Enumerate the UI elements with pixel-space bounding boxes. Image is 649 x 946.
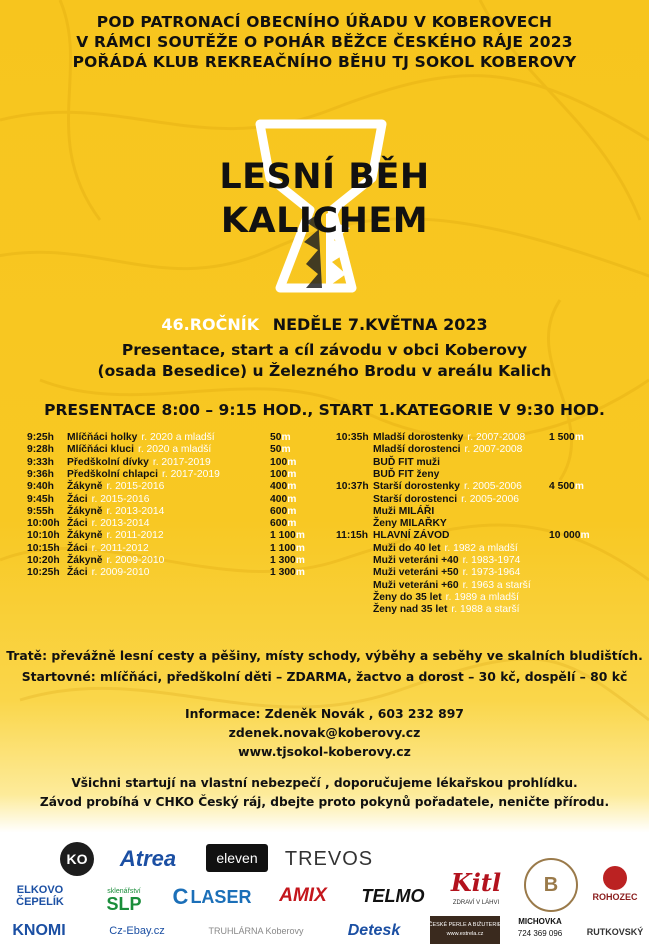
notice-block <box>0 774 649 812</box>
schedule-row <box>27 432 327 444</box>
race-distance-cell <box>270 469 296 481</box>
race-category: Muži veteráni +50 <box>373 567 459 579</box>
race-birth-years: r. 2007-2008 <box>464 444 523 456</box>
race-distance: 50 <box>270 444 282 456</box>
race-distance-cell <box>549 481 584 493</box>
race-time: 10:37h <box>336 481 369 493</box>
schedule-row <box>336 506 636 518</box>
race-time: 9:45h <box>27 493 54 505</box>
sponsor-eleven-logo: eleven <box>206 844 268 872</box>
race-distance-cell <box>270 432 291 444</box>
race-category: Starší dorostenky <box>373 481 460 493</box>
race-category-cell <box>373 506 438 518</box>
race-birth-years: r. 2020 a mladší <box>137 444 212 456</box>
race-distance-cell <box>270 457 296 469</box>
race-distance-unit: m <box>281 444 291 456</box>
race-distance-cell <box>270 530 305 542</box>
race-category: Mlíčňáci kluci <box>67 444 134 456</box>
race-distance-unit: m <box>295 567 305 579</box>
race-birth-years: r. 2017-2019 <box>152 456 211 468</box>
race-time: 9:25h <box>27 432 54 443</box>
race-distance-cell <box>549 432 584 444</box>
race-distance-cell <box>270 567 305 579</box>
rohozec-crest-icon <box>603 866 627 890</box>
race-birth-years: r. 2011-2012 <box>91 542 149 554</box>
race-distance: 10 000 <box>549 530 581 542</box>
race-distance-unit: m <box>287 505 297 517</box>
sponsor-laser-logo <box>172 884 252 910</box>
race-category-cell <box>67 432 215 444</box>
race-birth-years: r. 1982 a mladší <box>444 542 518 554</box>
race-distance: 1 300 <box>270 555 296 566</box>
venue-text <box>0 340 649 382</box>
race-category: Mlíčňáci holky <box>67 432 138 443</box>
schedule-row <box>336 518 636 530</box>
brewery-seal-icon: B <box>524 858 578 912</box>
race-category-cell <box>67 481 164 493</box>
race-distance: 400 <box>270 493 288 505</box>
schedule-row <box>336 592 636 604</box>
race-time: 9:36h <box>27 468 54 480</box>
race-distance: 1 300 <box>270 567 296 579</box>
race-birth-years: r. 2009-2010 <box>106 555 165 566</box>
race-category: Muži MILÁŘI <box>373 505 435 517</box>
edition-label: 46.ROČNÍK <box>161 315 260 334</box>
race-category: Starší dorostenci <box>373 493 458 505</box>
race-distance-cell <box>270 518 296 530</box>
race-category: Žáci <box>67 542 88 554</box>
sponsor-telmo-logo: TELMO <box>361 885 425 906</box>
race-time: 11:15h <box>336 530 369 542</box>
race-category-cell <box>67 555 164 567</box>
event-title <box>0 155 649 243</box>
race-birth-years: r. 2007-2008 <box>467 432 526 443</box>
race-distance: 100 <box>270 456 288 468</box>
race-distance-unit: m <box>287 493 297 505</box>
race-category-cell <box>373 555 520 567</box>
race-category-cell <box>373 530 453 542</box>
presentation-line: PRESENTACE 8:00 – 9:15 HOD., START 1.KATEGORIE V 9:30 HOD. <box>44 401 605 419</box>
race-category: Ženy MILAŘKY <box>373 518 447 530</box>
race-category-cell <box>373 604 520 616</box>
race-distance-unit: m <box>574 481 584 493</box>
slp-small-text: sklenářství <box>107 888 141 895</box>
race-distance-cell <box>270 481 296 493</box>
header-line-3: POŘÁDÁ KLUB REKREAČNÍHO BĚHU TJ SOKOL KOBEROVY <box>72 53 577 71</box>
contact-info: Informace: Zdeněk Novák , 603 232 897 <box>185 706 464 721</box>
schedule-row <box>336 457 636 469</box>
race-birth-years: r. 2017-2019 <box>162 468 220 480</box>
sponsor-ko-logo: KO <box>60 842 94 876</box>
race-category-cell <box>373 481 522 493</box>
perle-web: www.estrela.cz <box>446 931 484 937</box>
contact-block <box>0 704 649 761</box>
schedule-row <box>336 567 636 579</box>
kitl-text: Kitl <box>450 868 502 897</box>
race-distance-unit: m <box>295 555 305 566</box>
race-birth-years: r. 1983-1974 <box>462 555 521 566</box>
sponsor-perle-logo <box>430 916 500 944</box>
race-category: Žákyně <box>67 530 103 542</box>
race-category: Muži veteráni +60 <box>373 579 459 591</box>
schedule-row <box>27 469 327 481</box>
race-category: BUĎ FIT muži <box>373 456 440 468</box>
race-category: Žákyně <box>67 505 103 517</box>
sponsor-kitl-logo <box>444 868 508 912</box>
elkovo-line-1: ELKOVO <box>16 884 64 896</box>
race-category-cell <box>67 494 149 506</box>
race-birth-years: r. 1988 a starší <box>451 604 520 616</box>
race-time: 10:35h <box>336 432 369 443</box>
race-birth-years: r. 1973-1964 <box>462 567 521 579</box>
laser-text: LASER <box>190 886 252 907</box>
rohozec-text: ROHOZEC <box>592 892 638 902</box>
race-distance: 4 500 <box>549 481 575 493</box>
race-birth-years: r. 2015-2016 <box>91 493 150 505</box>
race-distance-cell <box>270 555 305 567</box>
race-category-cell <box>67 444 211 456</box>
race-birth-years: r. 2011-2012 <box>106 530 164 542</box>
race-category-cell <box>373 567 520 579</box>
race-distance-unit: m <box>287 456 297 468</box>
race-birth-years: r. 2015-2016 <box>106 481 165 493</box>
race-category: BUĎ FIT ženy <box>373 468 440 480</box>
race-distance-unit: m <box>287 468 297 480</box>
race-distance: 600 <box>270 505 288 517</box>
schedule-row <box>336 580 636 592</box>
schedule-row <box>336 555 636 567</box>
sponsor-knomi-logo: KNOMI <box>12 922 66 939</box>
race-category: Žákyně <box>67 555 103 566</box>
schedule-row <box>336 543 636 555</box>
race-birth-years: r. 2013-2014 <box>106 505 165 517</box>
race-category: Předškolní chlapci <box>67 468 158 480</box>
michovka-phone: 724 369 096 <box>517 929 563 938</box>
schedule-row <box>27 518 327 530</box>
race-category-cell <box>373 469 443 481</box>
contact-email[interactable]: zdenek.novak@koberovy.cz <box>228 725 421 740</box>
perle-text: ČESKÉ PERLE A BIŽUTERIE <box>428 922 502 928</box>
race-distance: 400 <box>270 481 288 493</box>
sponsor-amix-logo: AMIX <box>279 885 327 906</box>
venue-line-2: (osada Besedice) u Železného Brodu v areálu Kalich <box>97 362 552 380</box>
sponsor-rutkovsky-logo: RUTKOVSKÝ <box>586 927 644 937</box>
race-category: Žáci <box>67 518 88 530</box>
sponsor-czebay-logo: Cz-Ebay.cz <box>109 925 165 937</box>
race-category-cell <box>373 444 522 456</box>
race-distance-unit: m <box>287 481 297 493</box>
race-category: Ženy do 35 let <box>373 591 442 603</box>
sponsor-truhlarna-logo: TRUHLÁRNA Koberovy <box>208 926 304 936</box>
race-category-cell <box>373 494 519 506</box>
title-line-2: KALICHEM <box>220 201 429 241</box>
schedule-row <box>336 469 636 481</box>
organizer-header <box>0 12 649 72</box>
race-category: Žáci <box>67 567 88 579</box>
schedule-row <box>27 457 327 469</box>
race-time: 10:25h <box>27 567 60 579</box>
contact-web[interactable]: www.tjsokol-koberovy.cz <box>238 744 411 759</box>
race-category-cell <box>67 530 164 542</box>
race-birth-years: r. 2005-2006 <box>461 493 519 505</box>
race-time: 10:10h <box>27 530 60 542</box>
venue-line-1: Presentace, start a cíl závodu v obci Koberovy <box>121 341 528 359</box>
race-category-cell <box>67 567 149 579</box>
schedule-row <box>27 530 327 542</box>
laser-c-icon: C <box>172 884 189 909</box>
race-distance-cell <box>270 506 296 518</box>
race-distance: 1 100 <box>270 530 296 542</box>
schedule-row <box>27 494 327 506</box>
race-distance: 1 100 <box>270 542 296 554</box>
sponsor-logos <box>0 838 649 946</box>
race-birth-years: r. 2020 a mladší <box>141 432 215 443</box>
race-distance: 100 <box>270 468 288 480</box>
race-distance-cell <box>270 444 291 456</box>
race-category: Mladší dorostenci <box>373 444 461 456</box>
sponsor-detesk-logo: Detesk <box>347 922 401 939</box>
race-category: Muži do 40 let <box>373 542 441 554</box>
sponsor-elkovo-logo <box>4 882 76 910</box>
race-category-cell <box>373 543 518 555</box>
race-distance-unit: m <box>295 542 305 554</box>
race-category-cell <box>373 457 444 469</box>
race-distance-unit: m <box>281 432 291 443</box>
entry-fees: Startovné: mlíčňáci, předškolní děti – ZDARMA, žactvo a dorost – 30 kč, dospělí – 80 kč <box>21 669 628 684</box>
race-category-cell <box>373 592 519 604</box>
race-time: 9:40h <box>27 481 54 493</box>
schedule-row <box>27 543 327 555</box>
race-time: 10:20h <box>27 555 60 566</box>
race-category-cell <box>67 518 149 530</box>
schedule-row <box>27 481 327 493</box>
race-category: Mladší dorostenky <box>373 432 464 443</box>
race-distance-cell <box>270 543 305 555</box>
race-category: Žákyně <box>67 481 103 493</box>
race-time: 9:55h <box>27 505 54 517</box>
sponsor-rohozec-logo <box>590 858 640 910</box>
sponsor-atrea-logo: Atrea <box>119 846 177 871</box>
race-distance-cell <box>270 494 296 506</box>
schedule-row <box>336 432 636 444</box>
race-category-cell <box>67 457 211 469</box>
race-category: Muži veteráni +40 <box>373 555 459 566</box>
race-category: Žáci <box>67 493 88 505</box>
schedule-row <box>27 567 327 579</box>
schedule-row <box>336 481 636 493</box>
schedule-row <box>27 555 327 567</box>
race-birth-years: r. 1963 a starší <box>462 579 531 591</box>
notice-line-1: Všichni startují na vlastní nebezpečí , doporučujeme lékařskou prohlídku. <box>71 776 578 790</box>
sponsor-trevos-logo: TREVOS <box>284 847 374 870</box>
race-category-cell <box>67 506 164 518</box>
race-category: HLAVNÍ ZÁVOD <box>373 530 450 542</box>
race-category-cell <box>373 518 451 530</box>
race-distance: 1 500 <box>549 432 575 443</box>
schedule-row <box>336 444 636 456</box>
race-distance-unit: m <box>580 530 590 542</box>
race-time: 10:15h <box>27 542 60 554</box>
race-distance-unit: m <box>295 530 305 542</box>
elkovo-line-2: ČEPELÍK <box>16 896 64 908</box>
sponsor-michovka-logo <box>512 912 568 944</box>
event-date: NEDĚLE 7.KVĚTNA 2023 <box>272 315 488 334</box>
race-birth-years: r. 2005-2006 <box>463 481 522 493</box>
race-category-cell <box>67 543 149 555</box>
schedule-row <box>336 530 636 542</box>
track-description: Tratě: převážně lesní cesty a pěšiny, místy schody, výběhy a seběhy ve skalních bludištích. <box>6 648 643 663</box>
race-distance-unit: m <box>287 518 297 530</box>
schedule-row <box>27 444 327 456</box>
slp-text: SLP <box>106 894 142 914</box>
race-category: Předškolní dívky <box>67 456 149 468</box>
header-line-2: V RÁMCI SOUTĚŽE O POHÁR BĚŽCE ČESKÉHO RÁJE 2023 <box>76 33 573 51</box>
race-distance: 50 <box>270 432 282 443</box>
notice-line-2: Závod probíhá v CHKO Český ráj, dbejte proto pokynů pořadatele, neničte přírodu. <box>39 795 610 809</box>
title-line-1: LESNÍ BĚH <box>219 157 430 197</box>
race-distance-unit: m <box>574 432 584 443</box>
schedule-row <box>27 506 327 518</box>
race-birth-years: r. 1989 a mladší <box>445 591 519 603</box>
race-time: 10:00h <box>27 518 60 530</box>
race-time: 9:28h <box>27 444 54 456</box>
sponsor-slp-logo <box>98 882 150 914</box>
schedule-row <box>336 604 636 616</box>
race-distance: 600 <box>270 518 288 530</box>
race-category: Ženy nad 35 let <box>373 604 448 616</box>
race-category-cell <box>373 432 525 444</box>
race-birth-years: r. 2013-2014 <box>91 518 150 530</box>
race-category-cell <box>67 469 220 481</box>
header-line-1: POD PATRONACÍ OBECNÍHO ÚŘADU V KOBEROVECH <box>96 13 553 31</box>
michovka-text: MICHOVKA <box>518 917 562 926</box>
schedule-row <box>336 494 636 506</box>
race-distance-cell <box>549 530 590 542</box>
race-time: 9:33h <box>27 456 54 468</box>
race-category-cell <box>373 580 531 592</box>
race-birth-years: r. 2009-2010 <box>91 567 150 579</box>
edition-date-line <box>0 315 649 334</box>
kitl-sub: ZDRAVÍ V LÁHVI <box>452 900 500 906</box>
